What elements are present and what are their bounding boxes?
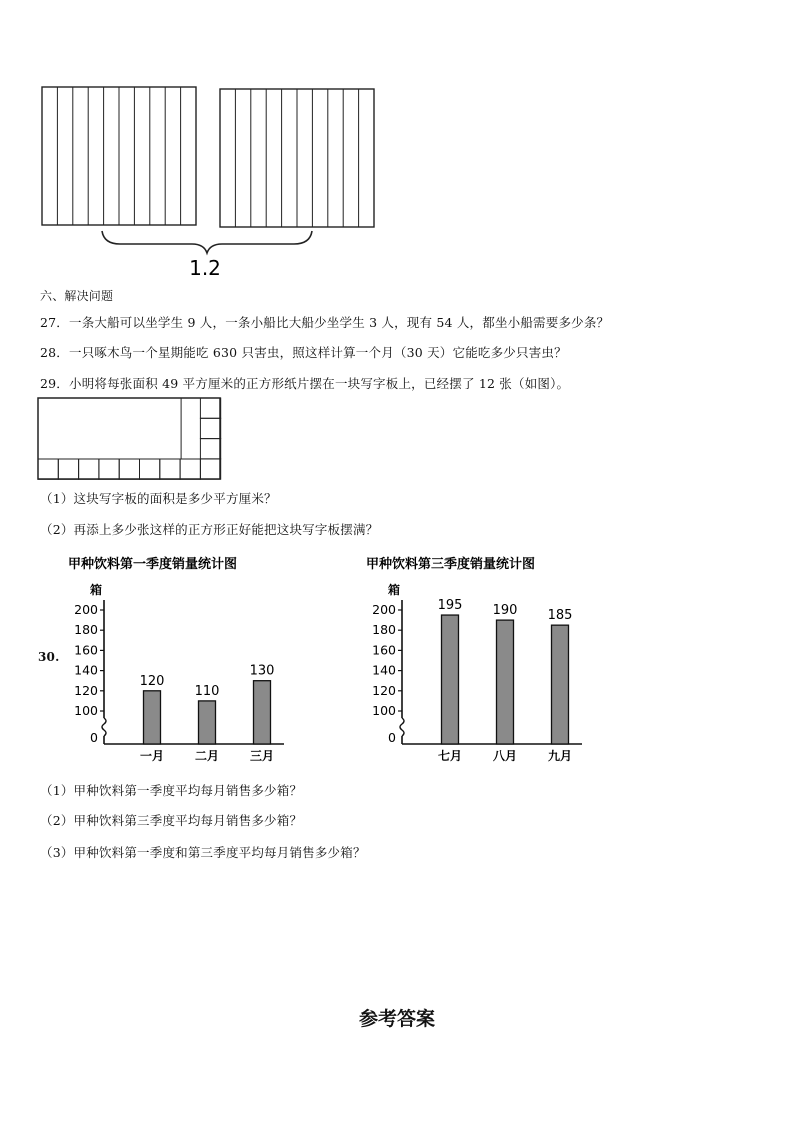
brace bbox=[102, 231, 312, 253]
bar-value-label: 195 bbox=[437, 598, 463, 614]
sales-chart-q3 bbox=[360, 548, 600, 768]
chart-title: 甲种饮料第一季度销量统计图 bbox=[68, 557, 238, 572]
chart-title: 甲种饮料第三季度销量统计图 bbox=[366, 557, 536, 572]
y-tick-label: 180 bbox=[74, 622, 98, 638]
bar-value-label: 185 bbox=[547, 608, 573, 624]
y-tick-label: 160 bbox=[74, 642, 98, 658]
square-tiles bbox=[38, 398, 221, 479]
y-axis-label: 箱 bbox=[388, 583, 401, 597]
rectangle-left bbox=[42, 87, 196, 225]
category-label: 七月 bbox=[437, 749, 463, 763]
answer-heading: 参考答案 bbox=[358, 1008, 435, 1030]
question-29-sub2: （2）再添上多少张这样的正方形正好能把这块写字板摆满？ bbox=[40, 522, 379, 537]
square-tile bbox=[200, 439, 220, 459]
bar-value-label: 190 bbox=[492, 603, 518, 619]
square-tile bbox=[99, 459, 119, 479]
square-tile bbox=[200, 418, 220, 438]
sales-chart-q1 bbox=[62, 548, 302, 768]
square-tile bbox=[200, 459, 220, 479]
bar bbox=[442, 615, 459, 744]
square-tile bbox=[58, 459, 78, 479]
question-30-sub1: （1）甲种饮料第一季度平均每月销售多少箱？ bbox=[40, 783, 303, 798]
question-30-sub2: （2）甲种饮料第三季度平均每月销售多少箱？ bbox=[40, 813, 303, 828]
y-tick-label: 0 bbox=[388, 730, 396, 745]
square-tile bbox=[200, 398, 220, 418]
y-tick-label: 200 bbox=[372, 602, 396, 617]
square-tile bbox=[119, 459, 139, 479]
square-tile bbox=[140, 459, 160, 479]
bar bbox=[497, 620, 514, 744]
bar-value-label: 130 bbox=[249, 663, 275, 679]
category-label: 三月 bbox=[249, 749, 275, 763]
bar bbox=[144, 691, 161, 744]
square-tile bbox=[160, 459, 180, 479]
y-tick-label: 200 bbox=[74, 602, 98, 617]
y-tick-label: 180 bbox=[372, 622, 396, 638]
axis-break bbox=[400, 718, 404, 736]
category-label: 八月 bbox=[492, 749, 518, 763]
writing-board bbox=[38, 398, 220, 479]
bar-value-label: 120 bbox=[139, 673, 165, 689]
question-28: 28．一只啄木鸟一个星期能吃 630 只害虫，照这样计算一个月（30 天）它能吃多少只害虫？ bbox=[40, 345, 567, 360]
y-tick-label: 140 bbox=[74, 662, 98, 678]
question-30-sub3: （3）甲种饮料第一季度和第三季度平均每月销售多少箱？ bbox=[40, 845, 366, 860]
question-29: 29．小明将每张面积 49 平方厘米的正方形纸片摆在一块写字板上，已经摆了 12 张（如图）。 bbox=[40, 376, 570, 391]
bar bbox=[552, 625, 569, 744]
figure-label: 1.2 bbox=[189, 256, 221, 278]
category-label: 九月 bbox=[547, 749, 573, 763]
bar bbox=[199, 701, 216, 744]
axis-break bbox=[102, 718, 106, 736]
bar-value-label: 110 bbox=[194, 683, 220, 699]
y-tick-label: 120 bbox=[74, 682, 98, 698]
square-tile bbox=[180, 459, 200, 479]
y-tick-label: 120 bbox=[372, 682, 396, 698]
y-tick-label: 140 bbox=[372, 662, 396, 678]
y-axis-label: 箱 bbox=[90, 583, 103, 597]
bar bbox=[254, 681, 271, 744]
question-30-number: 30. bbox=[38, 650, 60, 664]
square-tile bbox=[79, 459, 99, 479]
y-tick-label: 160 bbox=[372, 642, 396, 658]
y-tick-label: 100 bbox=[372, 703, 396, 718]
rectangle-right bbox=[220, 89, 374, 227]
y-tick-label: 0 bbox=[90, 730, 98, 745]
question-29-sub1: （1）这块写字板的面积是多少平方厘米？ bbox=[40, 491, 277, 506]
question-27: 27．一条大船可以坐学生 9 人，一条小船比大船少坐学生 3 人，现有 54 人，都坐小船需要多少条？ bbox=[40, 315, 610, 330]
y-tick-label: 100 bbox=[74, 703, 98, 718]
category-label: 一月 bbox=[139, 749, 165, 763]
decimal-figure bbox=[30, 78, 390, 278]
section-heading: 六、解决问题 bbox=[40, 289, 114, 303]
square-tile bbox=[38, 459, 58, 479]
category-label: 二月 bbox=[194, 749, 220, 763]
writing-board-figure bbox=[37, 397, 223, 483]
